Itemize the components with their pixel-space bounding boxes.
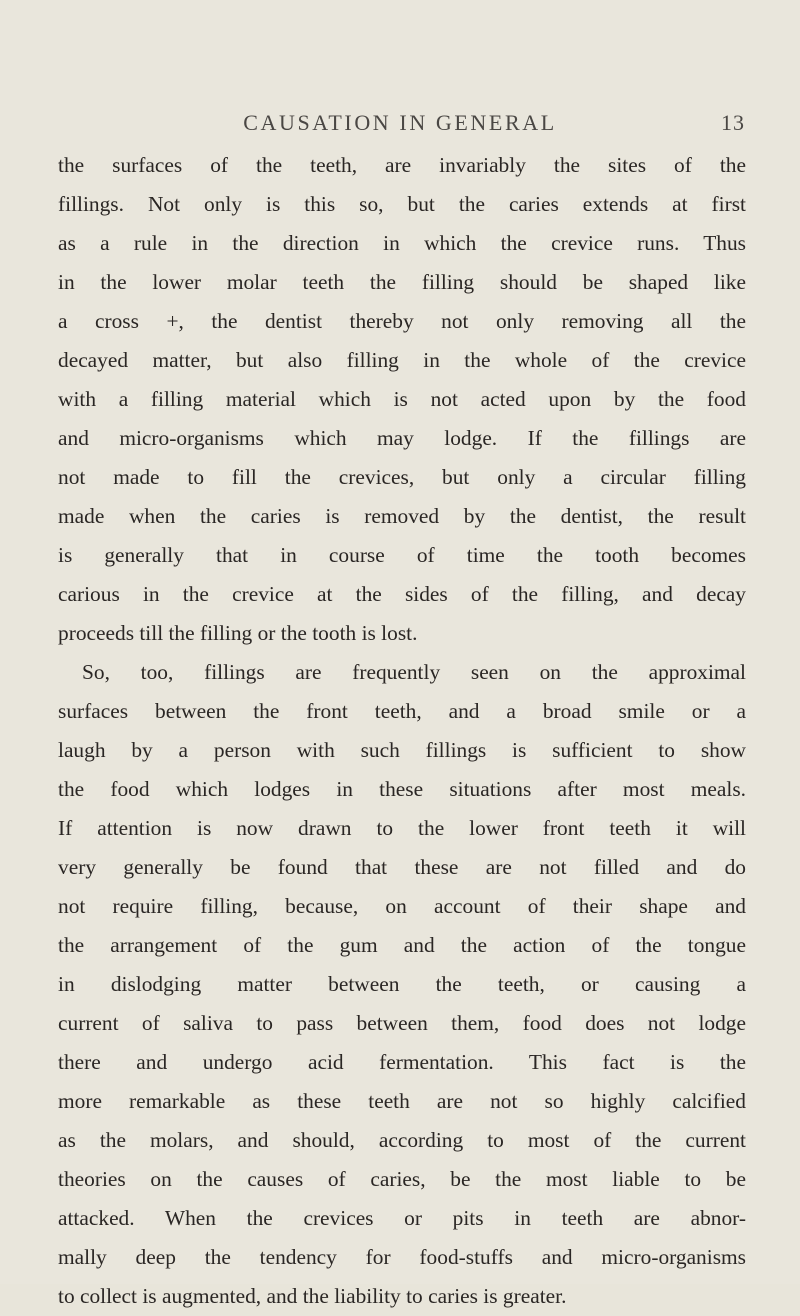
text-line: a cross +, the dentist thereby not only removing all the [58, 309, 746, 333]
text-line: as the molars, and should, according to most of the current [58, 1128, 746, 1152]
text-line: laugh by a person with such fillings is sufficient to show [58, 738, 746, 762]
text-line: as a rule in the direction in which the crevice runs. Thus [58, 231, 746, 255]
text-line: decayed matter, but also filling in the whole of the crevice [58, 348, 746, 372]
text-line: very generally be found that these are not filled and do [58, 855, 746, 879]
text-line: surfaces between the front teeth, and a broad smile or a [58, 699, 746, 723]
text-line: there and undergo acid fermentation. This fact is the [58, 1050, 746, 1074]
text-line: theories on the causes of caries, be the most liable to be [58, 1167, 746, 1191]
running-head [0, 106, 800, 140]
text-line: in the lower molar teeth the filling should be shaped like [58, 270, 746, 294]
body-text [58, 146, 746, 1316]
text-line: attacked. When the crevices or pits in teeth are abnor- [58, 1206, 746, 1230]
text-line: to collect is augmented, and the liability to caries is greater. [58, 1284, 567, 1308]
text-line: with a filling material which is not acted upon by the food [58, 387, 746, 411]
text-line: in dislodging matter between the teeth, or causing a [58, 972, 746, 996]
text-line: the food which lodges in these situations after most meals. [58, 777, 746, 801]
text-line: and micro-organisms which may lodge. If the fillings are [58, 426, 746, 450]
text-line: the arrangement of the gum and the action of the tongue [58, 933, 746, 957]
text-line: made when the caries is removed by the dentist, the result [58, 504, 746, 528]
paragraph-first-line: So, too, fillings are frequently seen on the approximal [82, 660, 746, 684]
text-line: current of saliva to pass between them, food does not lodge [58, 1011, 746, 1035]
text-line: carious in the crevice at the sides of the filling, and decay [58, 582, 746, 606]
text-line: more remarkable as these teeth are not so highly calcified [58, 1089, 746, 1113]
text-line: mally deep the tendency for food-stuffs and micro-organisms [58, 1245, 746, 1269]
text-line: proceeds till the filling or the tooth is lost. [58, 621, 418, 645]
text-line: not made to fill the crevices, but only a circular filling [58, 465, 746, 489]
chapter-title: CAUSATION IN GENERAL [243, 110, 557, 135]
text-line: the surfaces of the teeth, are invariably the sites of the [58, 153, 746, 177]
text-line: is generally that in course of time the tooth becomes [58, 543, 746, 567]
text-line: not require filling, because, on account of their shape and [58, 894, 746, 918]
text-line: If attention is now drawn to the lower front teeth it will [58, 816, 746, 840]
text-line: fillings. Not only is this so, but the caries extends at first [58, 192, 746, 216]
page-number: 13 [721, 110, 745, 135]
